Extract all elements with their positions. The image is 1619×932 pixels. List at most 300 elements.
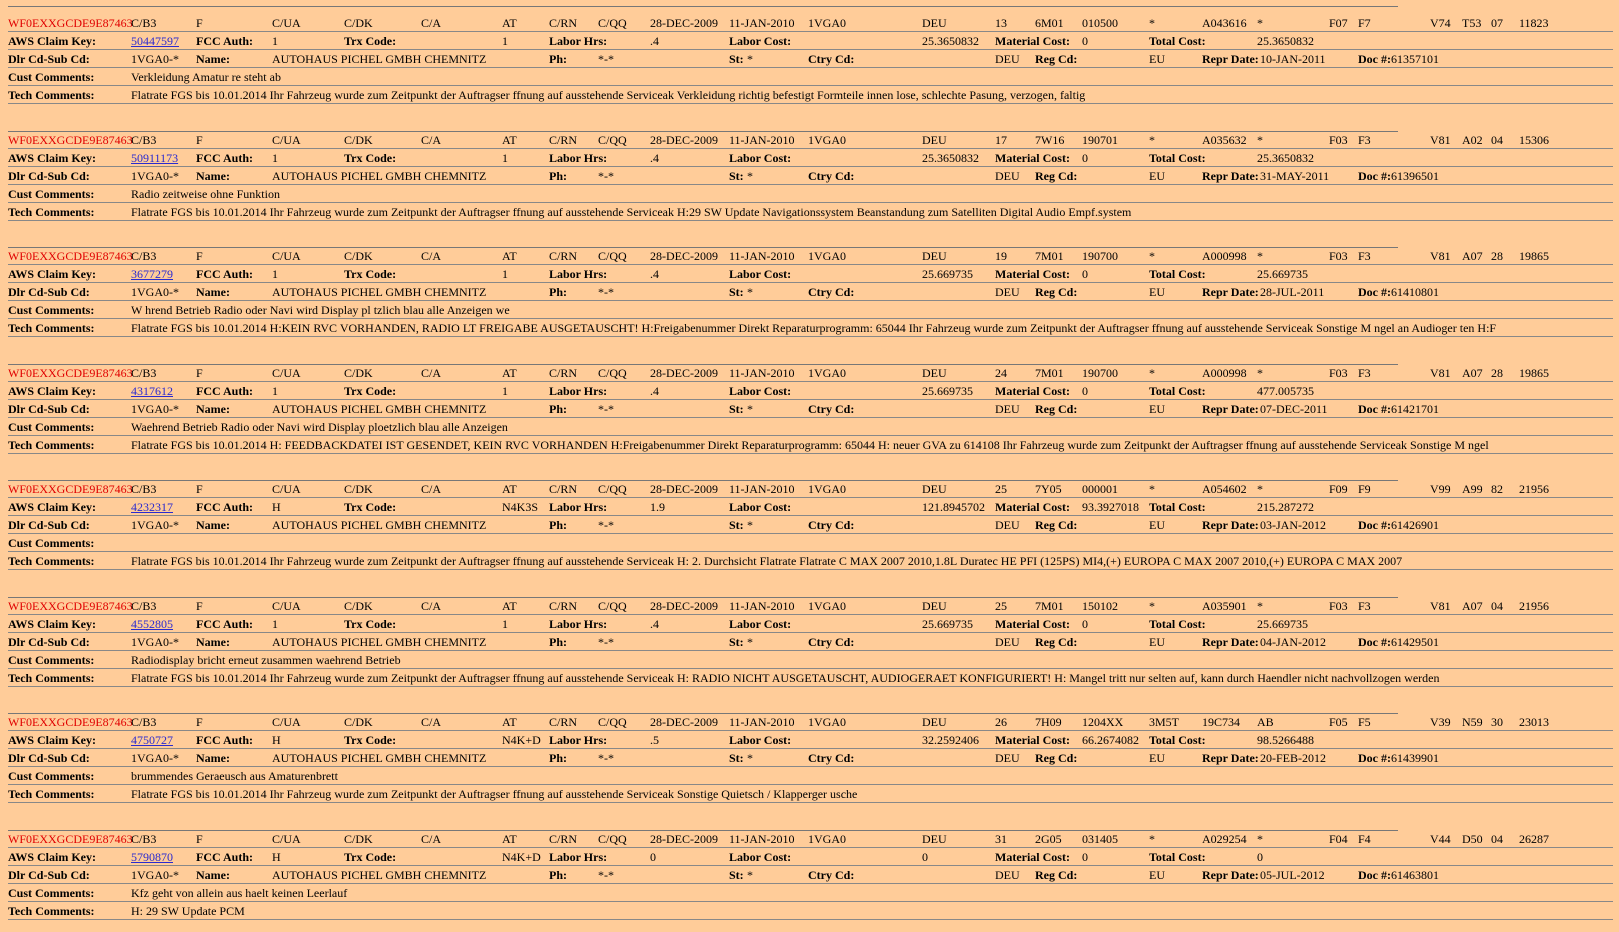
total-cost-value: 215.287272	[1257, 500, 1314, 514]
code-cell: C/QQ	[598, 715, 627, 729]
fcc-auth-value: H	[272, 850, 281, 864]
dealer-name-value: AUTOHAUS PICHEL GMBH CHEMNITZ	[272, 285, 486, 299]
claim-dealer-row	[0, 749, 1619, 767]
code-cell: 7M01	[1035, 366, 1064, 380]
name-label: Name:	[196, 169, 230, 183]
code-cell: V81	[1430, 366, 1451, 380]
code-cell: 190701	[1082, 133, 1118, 147]
code-cell: 1VGA0	[808, 832, 846, 846]
doc-no-value: 61439901	[1391, 751, 1439, 765]
claim-block	[0, 350, 1619, 467]
code-cell: *	[1257, 249, 1263, 263]
labor-cost-value: 25.3650832	[922, 151, 979, 165]
dealer-name-value: AUTOHAUS PICHEL GMBH CHEMNITZ	[272, 402, 486, 416]
total-cost-value: 98.5266488	[1257, 733, 1314, 747]
code-cell: AT	[502, 482, 517, 496]
reg-cd-value: EU	[1149, 518, 1165, 532]
claim-block	[0, 117, 1619, 234]
reg-cd-label: Reg Cd:	[1035, 635, 1077, 649]
st-value: *	[747, 402, 753, 416]
ctry-cd-label: Ctry Cd:	[808, 518, 854, 532]
code-cell: C/UA	[272, 133, 301, 147]
st-value: *	[747, 635, 753, 649]
code-cell: C/RN	[549, 715, 577, 729]
code-cell: *	[1257, 366, 1263, 380]
fcc-auth-label: FCC Auth:	[196, 617, 253, 631]
code-cell: C/QQ	[598, 249, 627, 263]
code-cell: F3	[1358, 366, 1371, 380]
tech-comments-value: H: 29 SW Update PCM	[131, 904, 245, 918]
trx-code-label: Trx Code:	[344, 850, 396, 864]
vin-text: WF0EXXGCDE9E87463	[8, 832, 133, 846]
dlr-cd-value: 1VGA0-*	[131, 285, 179, 299]
row-divider	[8, 919, 1613, 920]
aws-claim-key-label: AWS Claim Key:	[8, 500, 96, 514]
doc-no-label: Doc #:	[1358, 868, 1391, 882]
material-cost-label: Material Cost:	[995, 733, 1070, 747]
labor-cost-value: 25.669735	[922, 267, 973, 281]
ctry-cd-label: Ctry Cd:	[808, 169, 854, 183]
claim-header-row	[0, 14, 1619, 32]
code-cell: 1VGA0	[808, 482, 846, 496]
labor-hrs-label: Labor Hrs:	[549, 500, 607, 514]
labor-cost-label: Labor Cost:	[729, 151, 791, 165]
material-cost-label: Material Cost:	[995, 384, 1070, 398]
aws-claim-key-link[interactable]: 4552805	[131, 617, 173, 631]
code-cell: F3	[1358, 133, 1371, 147]
tech-comments-value: Flatrate FGS bis 10.01.2014 Ihr Fahrzeug wurde zum Zeitpunkt der Auftragser ffnung auf ausstehende Serviceak H: RADIO NICHT AUSGETAUSCHT, AUDIOGERAET KONFIGURIERT! H: Mangel tritt nur selten auf, kann durch Haendler nicht nachvollzogen werden	[131, 671, 1440, 685]
code-cell: 19	[995, 249, 1007, 263]
row-divider	[8, 103, 1613, 104]
row-divider	[8, 453, 1613, 454]
claim-tech-comments-row	[0, 436, 1619, 454]
code-cell: 1204XX	[1082, 715, 1123, 729]
aws-claim-key-label: AWS Claim Key:	[8, 34, 96, 48]
code-cell: *	[1149, 133, 1155, 147]
total-cost-value: 477.005735	[1257, 384, 1314, 398]
code-cell: 28	[1491, 249, 1503, 263]
labor-cost-label: Labor Cost:	[729, 850, 791, 864]
name-label: Name:	[196, 52, 230, 66]
code-cell: A000998	[1202, 366, 1247, 380]
code-cell: 11-JAN-2010	[729, 366, 795, 380]
code-cell: F	[196, 16, 203, 30]
code-cell: F9	[1358, 482, 1371, 496]
code-cell: F	[196, 832, 203, 846]
cust-comments-label: Cust Comments:	[8, 420, 94, 434]
claim-header-row	[0, 713, 1619, 731]
labor-hrs-value: 1.9	[650, 500, 665, 514]
claim-dealer-row	[0, 866, 1619, 884]
material-cost-value: 93.3927018	[1082, 500, 1139, 514]
claim-cost-row	[0, 382, 1619, 400]
code-cell: *	[1257, 599, 1263, 613]
code-cell: F03	[1329, 599, 1348, 613]
dlr-cd-label: Dlr Cd-Sub Cd:	[8, 285, 90, 299]
trx-code-value: 1	[502, 151, 508, 165]
code-cell: C/A	[421, 249, 441, 263]
code-cell: A99	[1462, 482, 1483, 496]
code-cell: DEU	[922, 16, 947, 30]
claim-dealer-row	[0, 283, 1619, 301]
vin-text: WF0EXXGCDE9E87463	[8, 599, 133, 613]
doc-no-value: 61357101	[1391, 52, 1439, 66]
code-cell: 19C734	[1202, 715, 1240, 729]
code-cell: 11-JAN-2010	[729, 482, 795, 496]
aws-claim-key-link[interactable]: 50447597	[131, 34, 179, 48]
ph-label: Ph:	[549, 169, 567, 183]
st-value: *	[747, 169, 753, 183]
repr-date-label: Repr Date:	[1202, 402, 1259, 416]
ctry-cd-value: DEU	[995, 868, 1020, 882]
total-cost-label: Total Cost:	[1149, 500, 1206, 514]
reg-cd-value: EU	[1149, 169, 1165, 183]
code-cell: AB	[1257, 715, 1274, 729]
code-cell: DEU	[922, 599, 947, 613]
repr-date-value: 31-MAY-2011	[1260, 169, 1329, 183]
trx-code-label: Trx Code:	[344, 733, 396, 747]
claim-cost-row	[0, 32, 1619, 50]
tech-comments-value: Flatrate FGS bis 10.01.2014 Ihr Fahrzeug wurde zum Zeitpunkt der Auftragser ffnung auf ausstehende Serviceak H: 2. Durchsicht Flatrate Flatrate C MAX 2007 2010,1.8L Duratec HE PFI (125PS) MI4,(+) EUROPA C MAX 2007 2010,(+) EUROPA C MAX 2007	[131, 554, 1402, 568]
trx-code-value: N4K+D	[502, 850, 541, 864]
code-cell: *	[1257, 832, 1263, 846]
reg-cd-value: EU	[1149, 52, 1165, 66]
claim-tech-comments-row	[0, 203, 1619, 221]
code-cell: 1VGA0	[808, 133, 846, 147]
aws-claim-key-link[interactable]: 4317612	[131, 384, 173, 398]
dlr-cd-label: Dlr Cd-Sub Cd:	[8, 402, 90, 416]
code-cell: 7W16	[1035, 133, 1064, 147]
tech-comments-label: Tech Comments:	[8, 787, 95, 801]
total-cost-value: 25.3650832	[1257, 34, 1314, 48]
code-cell: C/QQ	[598, 16, 627, 30]
code-cell: DEU	[922, 249, 947, 263]
material-cost-label: Material Cost:	[995, 617, 1070, 631]
tech-comments-label: Tech Comments:	[8, 438, 95, 452]
ph-value: *-*	[598, 402, 614, 416]
labor-hrs-label: Labor Hrs:	[549, 151, 607, 165]
claim-separator	[8, 6, 1398, 7]
code-cell: C/QQ	[598, 599, 627, 613]
code-cell: 6M01	[1035, 16, 1064, 30]
claim-block	[0, 466, 1619, 583]
dealer-name-value: AUTOHAUS PICHEL GMBH CHEMNITZ	[272, 751, 486, 765]
dlr-cd-value: 1VGA0-*	[131, 868, 179, 882]
ph-label: Ph:	[549, 518, 567, 532]
code-cell: C/RN	[549, 16, 577, 30]
st-label: St:	[729, 751, 744, 765]
code-cell: AT	[502, 832, 517, 846]
code-cell: 21956	[1519, 599, 1549, 613]
material-cost-label: Material Cost:	[995, 267, 1070, 281]
st-label: St:	[729, 635, 744, 649]
reg-cd-value: EU	[1149, 868, 1165, 882]
ph-label: Ph:	[549, 751, 567, 765]
code-cell: 11-JAN-2010	[729, 832, 795, 846]
code-cell: *	[1149, 366, 1155, 380]
labor-cost-value: 25.669735	[922, 384, 973, 398]
repr-date-label: Repr Date:	[1202, 751, 1259, 765]
cust-comments-value: Radio zeitweise ohne Funktion	[131, 187, 280, 201]
code-cell: C/UA	[272, 482, 301, 496]
code-cell: 19865	[1519, 366, 1549, 380]
code-cell: *	[1149, 249, 1155, 263]
code-cell: 28-DEC-2009	[650, 366, 718, 380]
ph-label: Ph:	[549, 402, 567, 416]
st-value: *	[747, 285, 753, 299]
claim-cust-comments-row	[0, 534, 1619, 552]
code-cell: *	[1149, 482, 1155, 496]
code-cell: 150102	[1082, 599, 1118, 613]
code-cell: 28-DEC-2009	[650, 482, 718, 496]
fcc-auth-label: FCC Auth:	[196, 267, 253, 281]
reg-cd-label: Reg Cd:	[1035, 169, 1077, 183]
name-label: Name:	[196, 751, 230, 765]
code-cell: F3	[1358, 599, 1371, 613]
repr-date-label: Repr Date:	[1202, 868, 1259, 882]
claim-header-row	[0, 131, 1619, 149]
doc-no-label: Doc #:	[1358, 285, 1391, 299]
material-cost-label: Material Cost:	[995, 850, 1070, 864]
code-cell: N59	[1462, 715, 1483, 729]
code-cell: A035901	[1202, 599, 1247, 613]
claim-header-row	[0, 247, 1619, 265]
doc-no-label: Doc #:	[1358, 635, 1391, 649]
trx-code-value: 1	[502, 617, 508, 631]
cust-comments-value: Verkleidung Amatur re steht ab	[131, 70, 281, 84]
reg-cd-value: EU	[1149, 285, 1165, 299]
code-cell: C/UA	[272, 249, 301, 263]
code-cell: 26	[995, 715, 1007, 729]
repr-date-value: 20-FEB-2012	[1260, 751, 1326, 765]
total-cost-label: Total Cost:	[1149, 151, 1206, 165]
code-cell: 19865	[1519, 249, 1549, 263]
tech-comments-value: Flatrate FGS bis 10.01.2014 Ihr Fahrzeug wurde zum Zeitpunkt der Auftragser ffnung auf ausstehende Serviceak Sonstige Quietsch / Klapperger usche	[131, 787, 857, 801]
code-cell: *	[1257, 133, 1263, 147]
labor-cost-value: 121.8945702	[922, 500, 985, 514]
ctry-cd-label: Ctry Cd:	[808, 402, 854, 416]
fcc-auth-value: H	[272, 500, 281, 514]
code-cell: C/B3	[131, 249, 156, 263]
labor-cost-value: 32.2592406	[922, 733, 979, 747]
repr-date-value: 10-JAN-2011	[1260, 52, 1326, 66]
code-cell: A07	[1462, 366, 1483, 380]
code-cell: 11-JAN-2010	[729, 599, 795, 613]
labor-cost-label: Labor Cost:	[729, 267, 791, 281]
trx-code-label: Trx Code:	[344, 267, 396, 281]
claim-header-row	[0, 364, 1619, 382]
claim-tech-comments-row	[0, 902, 1619, 920]
ph-value: *-*	[598, 285, 614, 299]
code-cell: DEU	[922, 133, 947, 147]
dlr-cd-value: 1VGA0-*	[131, 751, 179, 765]
cust-comments-value: W hrend Betrieb Radio oder Navi wird Display pl tzlich blau alle Anzeigen we	[131, 303, 510, 317]
code-cell: F	[196, 366, 203, 380]
st-label: St:	[729, 518, 744, 532]
cust-comments-value: Waehrend Betrieb Radio oder Navi wird Display ploetzlich blau alle Anzeigen	[131, 420, 508, 434]
claim-tech-comments-row	[0, 319, 1619, 337]
code-cell: F7	[1358, 16, 1371, 30]
code-cell: C/A	[421, 133, 441, 147]
code-cell: DEU	[922, 832, 947, 846]
code-cell: C/RN	[549, 482, 577, 496]
code-cell: C/B3	[131, 599, 156, 613]
cust-comments-value: Radiodisplay bricht erneut zusammen waehrend Betrieb	[131, 653, 401, 667]
aws-claim-key-link[interactable]: 4232317	[131, 500, 173, 514]
fcc-auth-label: FCC Auth:	[196, 151, 253, 165]
trx-code-label: Trx Code:	[344, 151, 396, 165]
claim-tech-comments-row	[0, 552, 1619, 570]
reg-cd-value: EU	[1149, 402, 1165, 416]
code-cell: C/B3	[131, 16, 156, 30]
repr-date-label: Repr Date:	[1202, 169, 1259, 183]
total-cost-label: Total Cost:	[1149, 850, 1206, 864]
st-value: *	[747, 751, 753, 765]
repr-date-value: 03-JAN-2012	[1260, 518, 1326, 532]
ph-value: *-*	[598, 518, 614, 532]
cust-comments-value: Kfz geht von allein aus haelt keinen Leerlauf	[131, 886, 347, 900]
code-cell: 7M01	[1035, 599, 1064, 613]
material-cost-value: 0	[1082, 617, 1088, 631]
code-cell: 11823	[1519, 16, 1549, 30]
code-cell: 28-DEC-2009	[650, 832, 718, 846]
dealer-name-value: AUTOHAUS PICHEL GMBH CHEMNITZ	[272, 52, 486, 66]
reg-cd-label: Reg Cd:	[1035, 518, 1077, 532]
aws-claim-key-link[interactable]: 3677279	[131, 267, 173, 281]
code-cell: V99	[1430, 482, 1451, 496]
code-cell: 17	[995, 133, 1007, 147]
code-cell: 13	[995, 16, 1007, 30]
doc-no-value: 61463801	[1391, 868, 1439, 882]
aws-claim-key-label: AWS Claim Key:	[8, 617, 96, 631]
code-cell: C/B3	[131, 133, 156, 147]
dlr-cd-value: 1VGA0-*	[131, 402, 179, 416]
code-cell: C/DK	[344, 599, 373, 613]
labor-cost-value: 25.3650832	[922, 34, 979, 48]
dlr-cd-label: Dlr Cd-Sub Cd:	[8, 635, 90, 649]
doc-no-value: 61410801	[1391, 285, 1439, 299]
code-cell: C/DK	[344, 133, 373, 147]
code-cell: C/RN	[549, 366, 577, 380]
total-cost-value: 0	[1257, 850, 1263, 864]
claim-header-row	[0, 830, 1619, 848]
st-value: *	[747, 868, 753, 882]
repr-date-label: Repr Date:	[1202, 52, 1259, 66]
code-cell: 21956	[1519, 482, 1549, 496]
material-cost-label: Material Cost:	[995, 151, 1070, 165]
claim-cost-row	[0, 848, 1619, 866]
ctry-cd-label: Ctry Cd:	[808, 635, 854, 649]
labor-hrs-value: .4	[650, 617, 659, 631]
dlr-cd-label: Dlr Cd-Sub Cd:	[8, 751, 90, 765]
claim-dealer-row	[0, 633, 1619, 651]
st-value: *	[747, 52, 753, 66]
labor-cost-value: 0	[922, 850, 928, 864]
ph-value: *-*	[598, 868, 614, 882]
doc-no-label: Doc #:	[1358, 518, 1391, 532]
aws-claim-key-label: AWS Claim Key:	[8, 850, 96, 864]
code-cell: 25	[995, 482, 1007, 496]
dlr-cd-label: Dlr Cd-Sub Cd:	[8, 169, 90, 183]
repr-date-value: 07-DEC-2011	[1260, 402, 1328, 416]
code-cell: F4	[1358, 832, 1371, 846]
vin-text: WF0EXXGCDE9E87463	[8, 715, 133, 729]
name-label: Name:	[196, 868, 230, 882]
code-cell: F09	[1329, 482, 1348, 496]
labor-hrs-value: .4	[650, 267, 659, 281]
row-divider	[8, 220, 1613, 221]
code-cell: C/A	[421, 715, 441, 729]
code-cell: A035632	[1202, 133, 1247, 147]
st-value: *	[747, 518, 753, 532]
code-cell: V81	[1430, 599, 1451, 613]
code-cell: F	[196, 482, 203, 496]
code-cell: *	[1149, 599, 1155, 613]
ctry-cd-value: DEU	[995, 169, 1020, 183]
code-cell: DEU	[922, 366, 947, 380]
code-cell: C/UA	[272, 366, 301, 380]
code-cell: A029254	[1202, 832, 1247, 846]
aws-claim-key-link[interactable]: 4750727	[131, 733, 173, 747]
material-cost-label: Material Cost:	[995, 34, 1070, 48]
row-divider	[8, 569, 1613, 570]
fcc-auth-value: 1	[272, 617, 278, 631]
aws-claim-key-link[interactable]: 5790870	[131, 850, 173, 864]
code-cell: C/A	[421, 16, 441, 30]
code-cell: 82	[1491, 482, 1503, 496]
labor-cost-label: Labor Cost:	[729, 733, 791, 747]
code-cell: 04	[1491, 599, 1503, 613]
name-label: Name:	[196, 518, 230, 532]
total-cost-label: Total Cost:	[1149, 733, 1206, 747]
doc-no-label: Doc #:	[1358, 169, 1391, 183]
aws-claim-key-link[interactable]: 50911173	[131, 151, 178, 165]
tech-comments-value: Flatrate FGS bis 10.01.2014 H: FEEDBACKDATEI IST GESENDET, KEIN RVC VORHANDEN H:Freigabenummer Direkt Reparaturprogramm: 65044 H: neuer GVA zu 614108 Ihr Fahrzeug wurde zum Zeitpunkt der Auftragser ffnung auf ausstehende Serviceak Sonstige M ngel	[131, 438, 1489, 452]
trx-code-value: 1	[502, 267, 508, 281]
tech-comments-value: Flatrate FGS bis 10.01.2014 Ihr Fahrzeug wurde zum Zeitpunkt der Auftragser ffnung auf ausstehende Serviceak H:29 SW Update Navigationssystem Beanstandung zum Satelliten Digital Audio Empf.system	[131, 205, 1131, 219]
doc-no-label: Doc #:	[1358, 751, 1391, 765]
material-cost-value: 0	[1082, 151, 1088, 165]
vin-text: WF0EXXGCDE9E87463	[8, 366, 133, 380]
dlr-cd-value: 1VGA0-*	[131, 169, 179, 183]
code-cell: C/QQ	[598, 366, 627, 380]
labor-hrs-label: Labor Hrs:	[549, 384, 607, 398]
repr-date-value: 28-JUL-2011	[1260, 285, 1324, 299]
code-cell: DEU	[922, 482, 947, 496]
code-cell: F	[196, 249, 203, 263]
vin-text: WF0EXXGCDE9E87463	[8, 133, 133, 147]
code-cell: 1VGA0	[808, 599, 846, 613]
code-cell: C/QQ	[598, 832, 627, 846]
st-label: St:	[729, 169, 744, 183]
code-cell: 28-DEC-2009	[650, 16, 718, 30]
code-cell: V74	[1430, 16, 1451, 30]
code-cell: A07	[1462, 249, 1483, 263]
claim-dealer-row	[0, 516, 1619, 534]
ctry-cd-value: DEU	[995, 518, 1020, 532]
tech-comments-value: Flatrate FGS bis 10.01.2014 Ihr Fahrzeug wurde zum Zeitpunkt der Auftragser ffnung auf ausstehende Serviceak Verkleidung richtig befestigt Formteile innen lose, schlechte Pasung, verzogen, faltig	[131, 88, 1085, 102]
code-cell: A043616	[1202, 16, 1247, 30]
code-cell: 26287	[1519, 832, 1549, 846]
ph-label: Ph:	[549, 52, 567, 66]
fcc-auth-value: 1	[272, 384, 278, 398]
aws-claim-key-label: AWS Claim Key:	[8, 733, 96, 747]
material-cost-value: 66.2674082	[1082, 733, 1139, 747]
code-cell: 1VGA0	[808, 249, 846, 263]
code-cell: D50	[1462, 832, 1483, 846]
labor-hrs-label: Labor Hrs:	[549, 617, 607, 631]
labor-hrs-value: .4	[650, 151, 659, 165]
